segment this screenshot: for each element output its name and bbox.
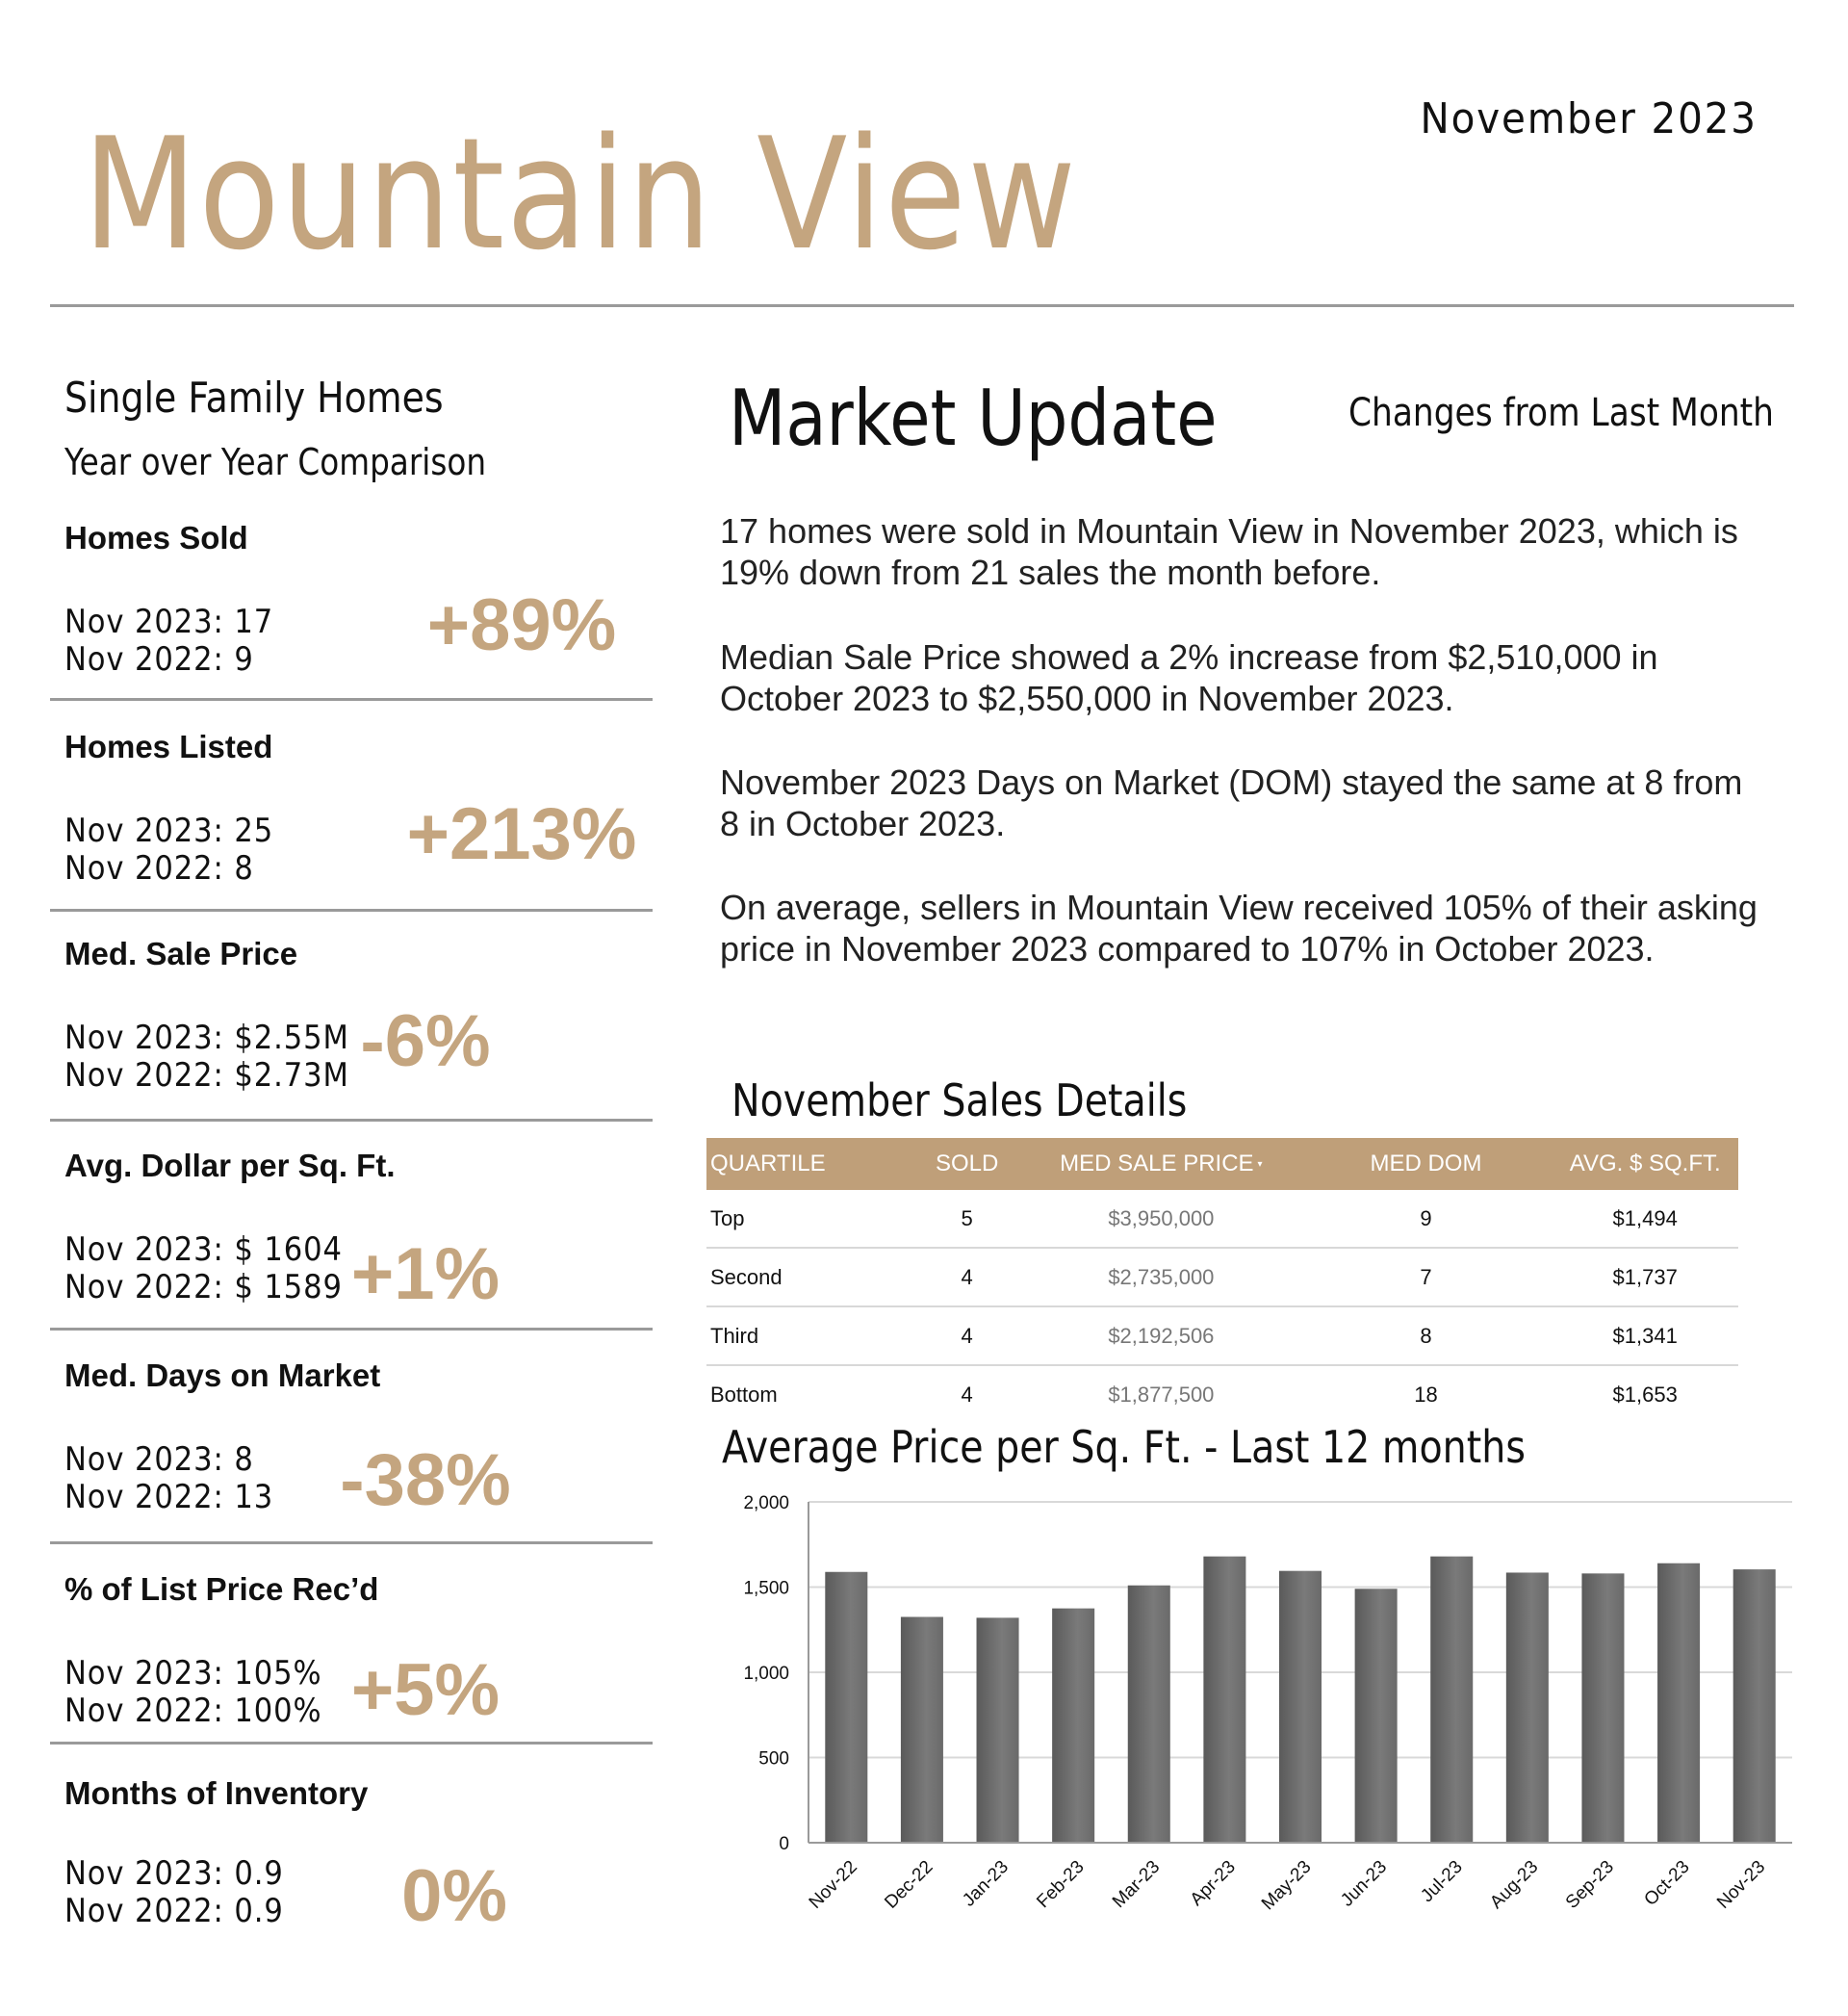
- city-title: Mountain View: [83, 104, 1078, 284]
- cell-sold: 5: [911, 1190, 1022, 1248]
- cell-med-dom: 8: [1300, 1306, 1553, 1365]
- col-header-med-sale-price: [1022, 1138, 1299, 1190]
- cell-quartile: Second: [706, 1248, 911, 1306]
- stat-label: Med. Days on Market: [64, 1357, 381, 1393]
- cell-med-sale-price: $1,877,500: [1108, 1382, 1215, 1407]
- stat-divider: [50, 1328, 653, 1331]
- bar-jan-23: [977, 1617, 1019, 1843]
- stat-change: 0%: [401, 1855, 507, 1937]
- cell-quartile: Third: [706, 1306, 911, 1365]
- stat-current: Nov 2023: 17: [64, 603, 274, 641]
- stat-change: +89%: [426, 584, 617, 666]
- stat-divider: [50, 909, 653, 912]
- y-tick-label: 500: [758, 1748, 789, 1770]
- stat-previous: Nov 2022: 100%: [64, 1692, 322, 1730]
- sales-details-title: November Sales Details: [732, 1074, 1188, 1126]
- col-header-label: MED SALE PRICE: [1060, 1150, 1254, 1176]
- y-tick-label: 1,500: [743, 1578, 789, 1599]
- stat-label: Homes Sold: [64, 520, 248, 556]
- cell-sold: 4: [911, 1306, 1022, 1365]
- x-tick-label: May-23: [1257, 1856, 1316, 1915]
- stat-current: Nov 2023: $ 1604: [64, 1230, 343, 1269]
- changes-label: Changes from Last Month: [1348, 391, 1774, 435]
- summary-paragraph: Median Sale Price showed a 2% increase from $2,510,000 in October 2023 to $2,550,000 in November 2023.: [720, 637, 1658, 718]
- x-tick-label: Nov-23: [1713, 1856, 1770, 1913]
- stat-label: Med. Sale Price: [64, 936, 298, 971]
- table-row: [706, 1248, 1738, 1306]
- x-tick-label: Mar-23: [1108, 1856, 1165, 1913]
- col-header-quartile: QUARTILE: [706, 1138, 911, 1190]
- price-per-sqft-bar-chart: [712, 1473, 1800, 1935]
- stat-current: Nov 2023: 0.9: [64, 1854, 284, 1893]
- stat-change: -38%: [340, 1439, 511, 1521]
- market-update-title: Market Update: [729, 374, 1218, 463]
- y-tick-label: 0: [779, 1834, 789, 1854]
- stat-change: +213%: [406, 793, 637, 875]
- bar-jun-23: [1355, 1589, 1398, 1843]
- stat-label: Avg. Dollar per Sq. Ft.: [64, 1148, 396, 1183]
- bar-nov-23: [1733, 1569, 1776, 1843]
- x-tick-label: Jul-23: [1417, 1856, 1467, 1907]
- x-tick-label: Aug-23: [1486, 1856, 1543, 1913]
- cell-avg-sqft: $1,494: [1552, 1190, 1738, 1248]
- stat-previous: Nov 2022: 8: [64, 849, 254, 888]
- report-date: November 2023: [1420, 94, 1758, 143]
- bar-sep-23: [1581, 1573, 1624, 1843]
- x-tick-label: Apr-23: [1186, 1856, 1240, 1910]
- x-tick-label: Feb-23: [1033, 1856, 1089, 1913]
- summary-paragraph: On average, sellers in Mountain View received 105% of their asking price in November 2023 compared to 107% in October 2023.: [720, 888, 1758, 969]
- cell-med-sale-price: $2,192,506: [1022, 1306, 1299, 1365]
- sales-details-table: [706, 1138, 1738, 1423]
- stat-label: Months of Inventory: [64, 1775, 369, 1811]
- table-row: [706, 1190, 1738, 1248]
- table-header-row: [706, 1138, 1738, 1190]
- col-header-avg-sqft: AVG. $ SQ.FT.: [1552, 1138, 1738, 1190]
- stat-previous: Nov 2022: 0.9: [64, 1892, 284, 1930]
- stat-divider: [50, 1119, 653, 1122]
- x-tick-label: Jan-23: [959, 1856, 1014, 1911]
- cell-med-dom: 7: [1300, 1248, 1553, 1306]
- bar-aug-23: [1506, 1572, 1549, 1843]
- bar-feb-23: [1052, 1609, 1094, 1843]
- cell-sold: 4: [961, 1382, 973, 1407]
- summary-paragraph: November 2023 Days on Market (DOM) stayed the same at 8 from 8 in October 2023.: [720, 762, 1743, 843]
- y-tick-label: 2,000: [743, 1493, 789, 1513]
- bar-may-23: [1279, 1571, 1322, 1843]
- bar-oct-23: [1657, 1564, 1700, 1843]
- left-heading: Single Family Homes: [64, 374, 444, 423]
- dropdown-arrow-icon: ▾: [1257, 1159, 1263, 1171]
- stat-current: Nov 2023: 25: [64, 812, 274, 850]
- chart-title: Average Price per Sq. Ft. - Last 12 months: [722, 1421, 1526, 1473]
- cell-quartile: Bottom: [710, 1382, 778, 1407]
- table-row: [706, 1365, 1738, 1423]
- col-header-med-dom: MED DOM: [1300, 1138, 1553, 1190]
- stat-change: -6%: [360, 1000, 491, 1082]
- stat-change: +1%: [350, 1233, 500, 1315]
- stat-current: Nov 2023: 105%: [64, 1654, 322, 1693]
- cell-avg-sqft: $1,737: [1552, 1248, 1738, 1306]
- bar-apr-23: [1203, 1557, 1245, 1843]
- y-tick-label: 1,000: [743, 1664, 789, 1684]
- stat-previous: Nov 2022: 13: [64, 1478, 274, 1516]
- stat-previous: Nov 2022: 9: [64, 640, 254, 679]
- x-tick-label: Sep-23: [1561, 1856, 1618, 1913]
- cell-quartile: Top: [706, 1190, 911, 1248]
- cell-med-sale-price: $2,735,000: [1022, 1248, 1299, 1306]
- cell-med-dom: 18: [1414, 1382, 1438, 1407]
- cell-med-sale-price: $3,950,000: [1022, 1190, 1299, 1248]
- cell-avg-sqft: $1,341: [1552, 1306, 1738, 1365]
- bar-mar-23: [1128, 1586, 1170, 1843]
- bar-dec-22: [901, 1616, 943, 1843]
- stat-current: Nov 2023: 8: [64, 1440, 254, 1479]
- x-tick-label: Jun-23: [1337, 1856, 1392, 1911]
- cell-avg-sqft: $1,653: [1612, 1382, 1678, 1407]
- summary-paragraph: 17 homes were sold in Mountain View in November 2023, which is 19% down from 21 sales the month before.: [720, 511, 1738, 592]
- stat-previous: Nov 2022: $2.73M: [64, 1056, 349, 1095]
- table-row: [706, 1306, 1738, 1365]
- bar-jul-23: [1430, 1557, 1473, 1843]
- stat-divider: [50, 1541, 653, 1544]
- left-subheading: Year over Year Comparison: [64, 441, 487, 483]
- cell-med-dom: 9: [1300, 1190, 1553, 1248]
- x-tick-label: Dec-22: [881, 1856, 937, 1913]
- stat-change: +5%: [350, 1649, 500, 1731]
- stat-label: Homes Listed: [64, 729, 273, 764]
- bar-nov-22: [825, 1572, 867, 1843]
- stat-previous: Nov 2022: $ 1589: [64, 1268, 343, 1306]
- x-tick-label: Oct-23: [1640, 1856, 1694, 1910]
- stat-divider: [50, 1742, 653, 1745]
- stat-current: Nov 2023: $2.55M: [64, 1019, 349, 1057]
- cell-sold: 4: [911, 1248, 1022, 1306]
- x-tick-label: Nov-22: [805, 1856, 861, 1913]
- stat-divider: [50, 698, 653, 701]
- header-divider: [50, 304, 1794, 307]
- stat-label: % of List Price Rec’d: [64, 1571, 379, 1607]
- col-header-sold: SOLD: [911, 1138, 1022, 1190]
